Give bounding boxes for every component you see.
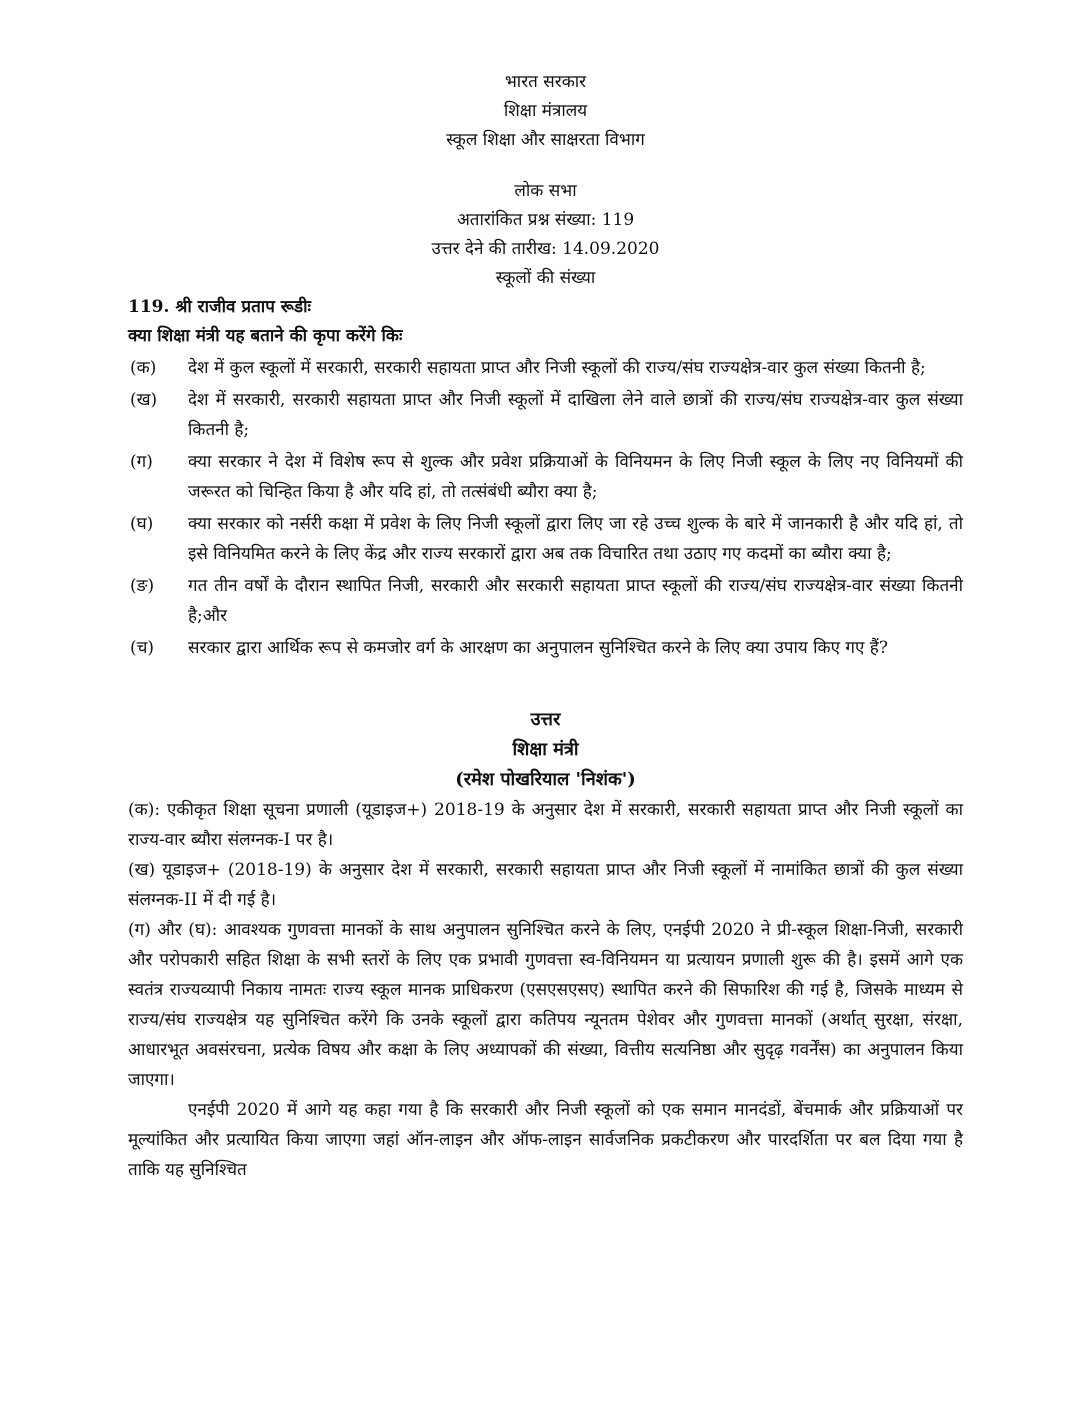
answer-paragraph: एनईपी 2020 में आगे यह कहा गया है कि सरकारी और निजी स्कूलों को एक समान मानदंडों, बेंचमार्क और प्रक्रियाओं पर मूल्यांकित और प्रत्यायित किया जाएगा जहां ऑन-लाइन और ऑफ-लाइन सार्वजनिक प्रकटीकरण और पारदर्शिता पर बल दिया गया है ताकि यह सुनिश्चित: [128, 1100, 963, 1180]
question-item-label: (घ): [130, 514, 154, 534]
minister-title: शिक्षा मंत्री: [512, 739, 579, 760]
question-item: [128, 385, 963, 445]
question-item-text: सरकार द्वारा आर्थिक रूप से कमजोर वर्ग के आरक्षण का अनुपालन सुनिश्चित करने के लिए क्या उपाय किए गए हैं?: [188, 638, 888, 658]
question-item-text: देश में कुल स्कूलों में सरकारी, सरकारी सहायता प्राप्त और निजी स्कूलों की राज्य/संघ राज्यक्षेत्र-वार कुल संख्या कितनी है;: [188, 358, 926, 378]
government-name: भारत सरकार: [504, 72, 587, 92]
ministry-header: [128, 68, 963, 155]
question-item: [128, 353, 963, 383]
answer-part-label: (ग) और (घ):: [128, 920, 218, 940]
question-intro: क्या शिक्षा मंत्री यह बताने की कृपा करेंगे किः: [128, 326, 403, 346]
minister-name: (रमेश पोखरियाल 'निशंक'): [455, 769, 636, 790]
answer-part-text: एकीकृत शिक्षा सूचना प्रणाली (यूडाइज+) 2018-19 के अनुसार देश में सरकारी, सरकारी सहायता प्राप्त और निजी स्कूलों का राज्य-वार ब्यौरा संलग्नक-I पर है।: [128, 800, 963, 850]
sabha-block: [128, 177, 963, 293]
question-item-label: (ख): [130, 390, 158, 410]
department-name: स्कूल शिक्षा और साक्षरता विभाग: [446, 130, 645, 150]
answer-part: [128, 855, 963, 915]
question-item-text: गत तीन वर्षों के दौरान स्थापित निजी, सरकारी और सरकारी सहायता प्राप्त स्कूलों की राज्य/संघ राज्यक्षेत्र-वार संख्या कितनी है;और: [188, 576, 963, 626]
question-number: अतारांकित प्रश्न संख्या: 119: [456, 210, 635, 230]
answer-part: [128, 795, 963, 855]
question-item-label: (क): [130, 358, 157, 378]
question-item: [128, 509, 963, 569]
question-item-text: क्या सरकार ने देश में विशेष रूप से शुल्क और प्रवेश प्रक्रियाओं के विनियमन के लिए निजी स्कूल के लिए नए विनियमों की जरूरत को चिन्हित किया है और यदि हां, तो तत्संबंधी ब्यौरा क्या है;: [188, 452, 963, 502]
answer-part-label: (क):: [128, 800, 161, 820]
house-name: लोक सभा: [514, 181, 577, 201]
question-item: [128, 633, 963, 663]
question-block: [128, 293, 963, 663]
ministry-name: शिक्षा मंत्रालय: [503, 101, 588, 121]
question-item-text: क्या सरकार को नर्सरी कक्षा में प्रवेश के लिए निजी स्कूलों द्वारा लिए जा रहे उच्च शुल्क के बारे में जानकारी है और यदि हां, तो इसे विनियमित करने के लिए केंद्र और राज्य सरकारों द्वारा अब तक विचारित तथा उठाए गए कदमों का ब्यौरा क्या है;: [188, 514, 963, 564]
answer-heading: उत्तर: [530, 709, 561, 730]
answer-part-label: (ख): [128, 860, 156, 880]
question-asker: 119. श्री राजीव प्रताप रूडीः: [128, 297, 311, 317]
answer-date: उत्तर देने की तारीख: 14.09.2020: [431, 239, 660, 259]
question-item-label: (च): [130, 638, 155, 658]
question-item-label: (ङ): [130, 576, 155, 596]
answer-header: [128, 705, 963, 795]
answer-part-text: यूडाइज+ (2018-19) के अनुसार देश में सरकारी, सरकारी सहायता प्राप्त और निजी स्कूलों में नामांकित छात्रों की कुल संख्या संलग्नक-II में दी गई है।: [128, 860, 963, 910]
question-item-text: देश में सरकारी, सरकारी सहायता प्राप्त और निजी स्कूलों में दाखिला लेने वाले छात्रों की राज्य/संघ राज्यक्षेत्र-वार कुल संख्या कितनी है;: [188, 390, 963, 440]
answer-part: [128, 915, 963, 1095]
question-item: [128, 571, 963, 631]
document-page: [128, 68, 963, 1185]
answer-body: [128, 795, 963, 1185]
question-item-label: (ग): [130, 452, 153, 472]
question-subject: स्कूलों की संख्या: [495, 268, 596, 288]
answer-part-text: आवश्यक गुणवत्ता मानकों के साथ अनुपालन सुनिश्चित करने के लिए, एनईपी 2020 ने प्री-स्कूल शिक्षा-निजी, सरकारी और परोपकारी सहित शिक्षा के सभी स्तरों के लिए एक प्रभावी गुणवत्ता स्व-विनियमन या प्रत्यायन प्रणाली शुरू की है। इसमें आगे एक स्वतंत्र राज्यव्यापी निकाय नामतः राज्य स्कूल मानक प्राधिकरण (एसएसएसए) स्थापित करने की सिफारिश की गई है, जिसके माध्यम से राज्य/संघ राज्यक्षेत्र यह सुनिश्चित करेंगे कि उनके स्कूलों द्वारा कतिपय न्यूनतम पेशेवर और गुणवत्ता मानकों (अर्थात् सुरक्षा, संरक्षा, आधारभूत अवसंरचना, प्रत्येक विषय और कक्षा के लिए अध्यापकों की संख्या, वित्तीय सत्यनिष्ठा और सुदृढ़ गवर्नेंस) का अनुपालन किया जाएगा।: [128, 920, 964, 1090]
question-item: [128, 447, 963, 507]
